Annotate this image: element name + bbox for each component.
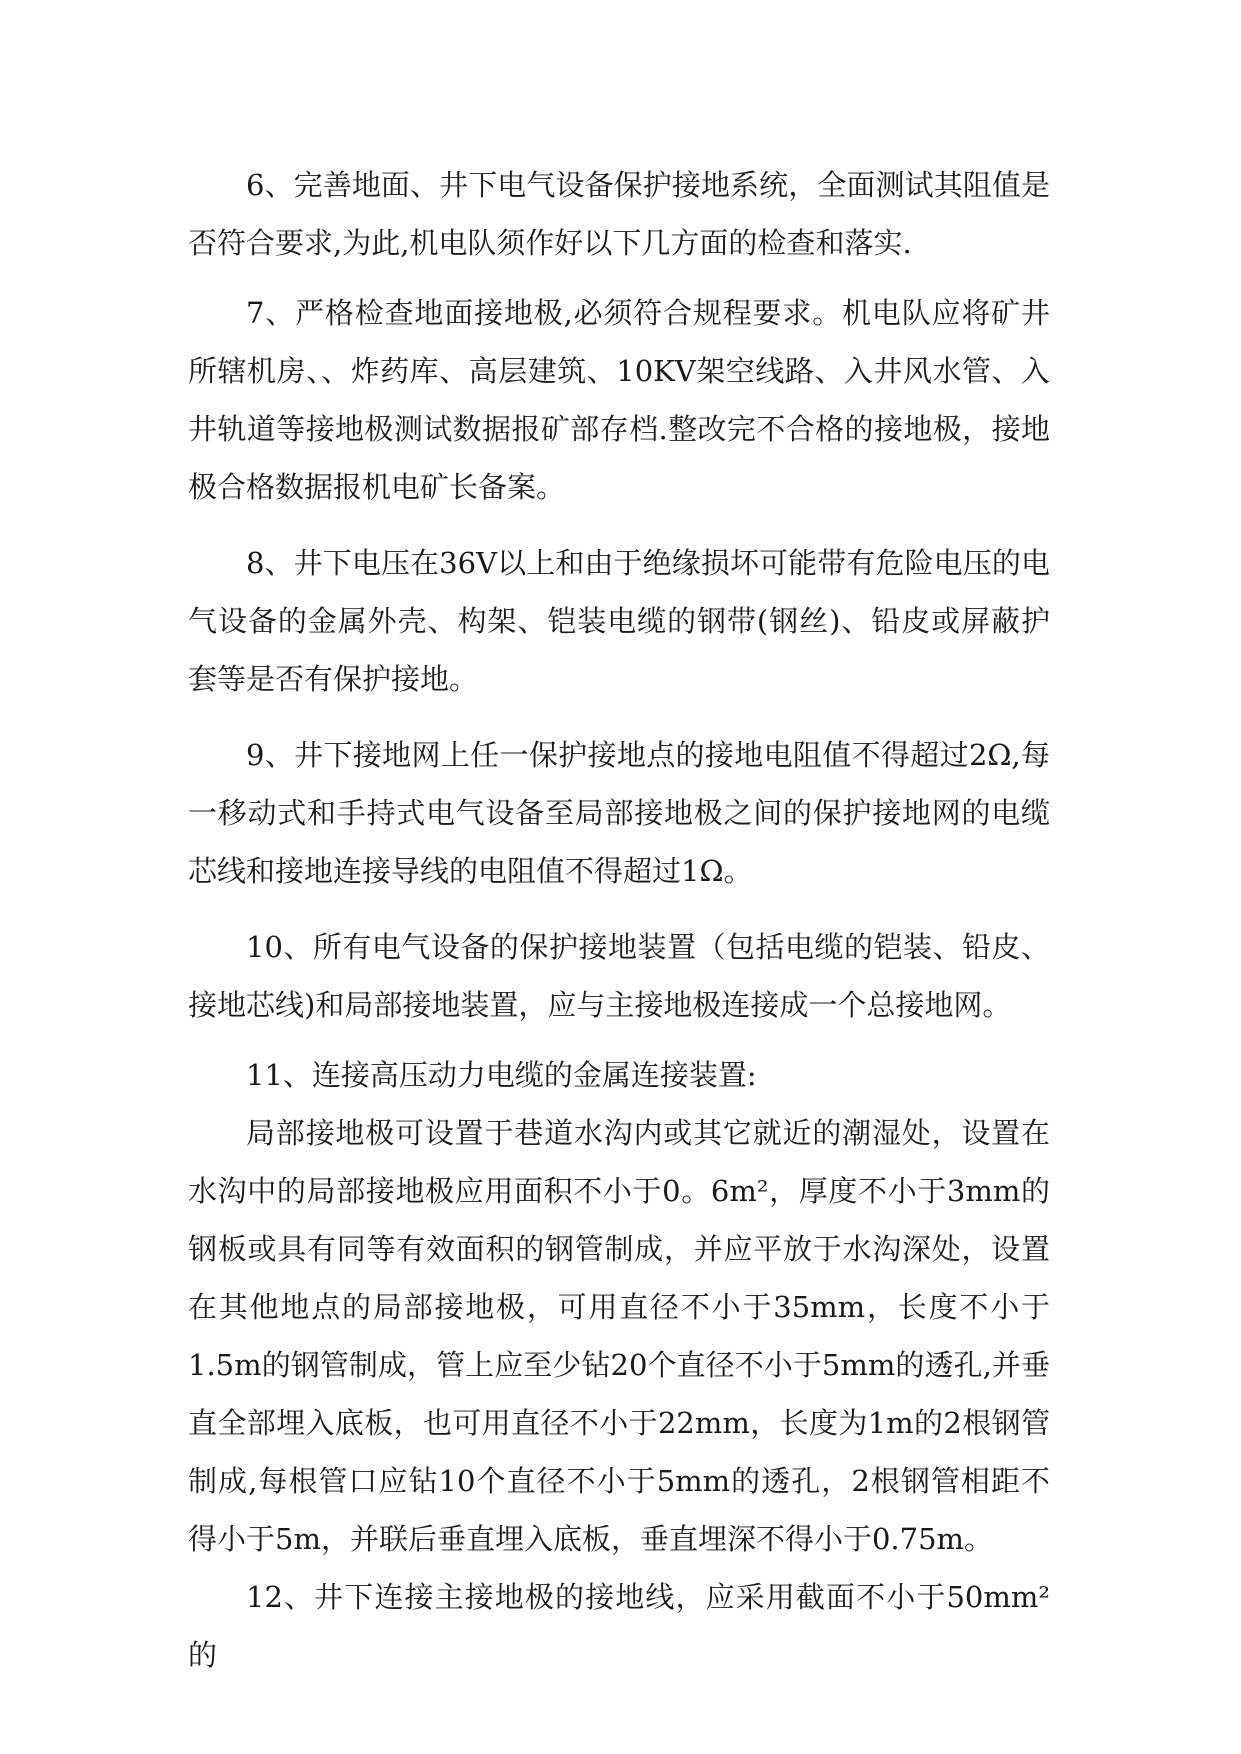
- paragraph-item-10: 10、所有电气设备的保护接地装置（包括电缆的铠装、铅皮、接地芯线)和局部接地装置，应与主接地极连接成一个总接地网。: [188, 930, 1050, 1022]
- paragraph-item-7: 7、严格检查地面接地极,必须符合规程要求。机电队应将矿井所辖机房、、炸药库、高层建筑、10KV架空线路、入井风水管、入井轨道等接地极测试数据报矿部存档.整改完不合格的接地极，接地极合格数据报机电矿长备案。: [188, 296, 1050, 504]
- paragraph-item-11: 11、连接高压动力电缆的金属连接装置:: [246, 1058, 757, 1092]
- paragraph-item-9: 9、井下接地网上任一保护接地点的接地电阻值不得超过2Ω,每一移动式和手持式电气设备至局部接地极之间的保护接地网的电缆芯线和接地连接导线的电阻值不得超过1Ω。: [188, 738, 1050, 888]
- document-body: [188, 156, 1050, 1684]
- paragraph-item-8: 8、井下电压在36V以上和由于绝缘损坏可能带有危险电压的电气设备的金属外壳、构架、铠装电缆的钢带(钢丝)、铅皮或屏蔽护套等是否有保护接地。: [188, 546, 1050, 696]
- paragraph-item-6: 6、完善地面、井下电气设备保护接地系统，全面测试其阻值是否符合要求,为此,机电队须作好以下几方面的检查和落实.: [188, 168, 1050, 260]
- paragraph-item-12: 12、井下连接主接地极的接地线，应采用截面不小于50mm²的: [188, 1580, 1050, 1672]
- paragraph-local-ground-electrode: 局部接地极可设置于巷道水沟内或其它就近的潮湿处，设置在水沟中的局部接地极应用面积不小于0。6m²，厚度不小于3mm的钢板或具有同等有效面积的钢管制成，并应平放于水沟深处，设置在其他地点的局部接地极，可用直径不小于35mm，长度不小于1.5m的钢管制成，管上应至少钻20个直径不小于5mm的透孔,并垂直全部埋入底板，也可用直径不小于22mm，长度为1m的2根钢管制成,每根管口应钻10个直径不小于5mm的透孔，2根钢管相距不得小于5m，并联后垂直埋入底板，垂直埋深不得小于0.75m。: [188, 1116, 1050, 1556]
